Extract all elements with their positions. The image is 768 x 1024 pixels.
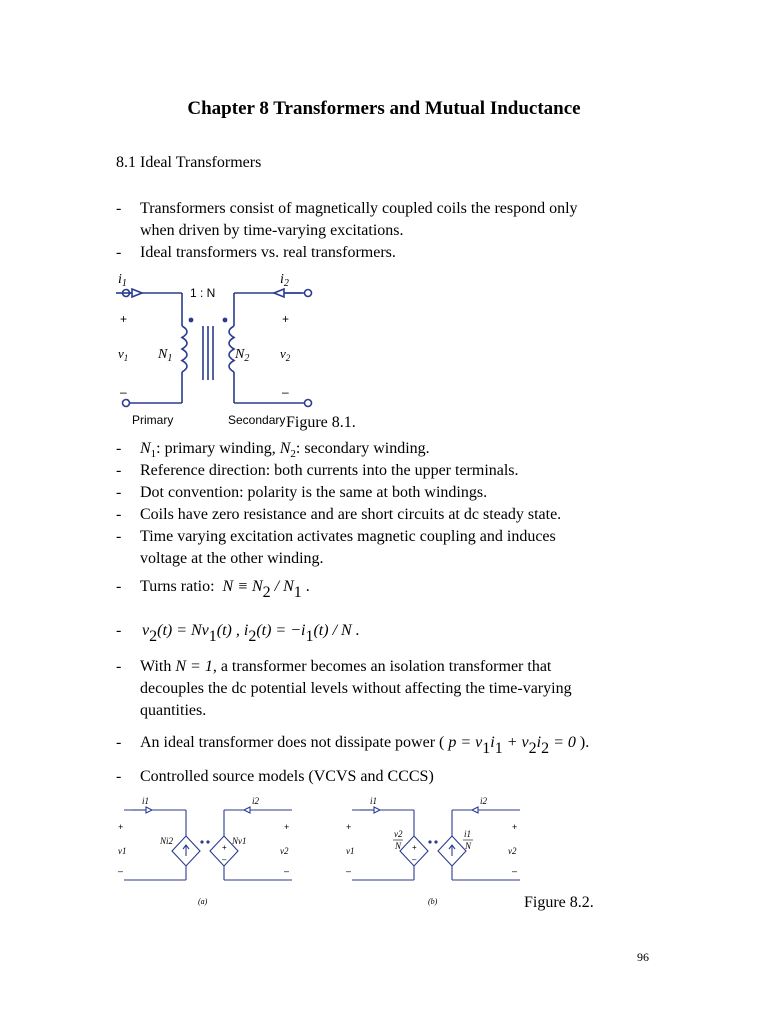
subfigure-label-b: (b) xyxy=(428,897,438,906)
voltage-v1-label: v1 xyxy=(346,846,355,856)
page-title: Chapter 8 Transformers and Mutual Inductance xyxy=(187,98,581,119)
minus-sign: – xyxy=(284,866,290,876)
source-label-denominator: N xyxy=(395,841,402,851)
list-item: - Dot convention: polarity is the same at both windings. xyxy=(116,484,488,501)
list-item-power: - An ideal transformer does not dissipate power ( p = v1i1 + v2i2 = 0 ). xyxy=(116,734,590,757)
minus-sign: – xyxy=(512,866,518,876)
primary-label: Primary xyxy=(132,413,174,427)
current-i1-label: i1 xyxy=(370,796,378,806)
plus-sign: + xyxy=(284,822,290,832)
page-number: 96 xyxy=(637,950,649,964)
winding-n2-label: $N_2$ xyxy=(235,347,250,364)
minus-sign: – xyxy=(118,866,124,876)
list-item-turns-ratio: - Turns ratio: N ≡ N2 / N1 . xyxy=(116,578,310,601)
plus-sign: + xyxy=(512,822,518,832)
figure-caption: Figure 8.1. xyxy=(286,414,356,431)
minus-sign: – xyxy=(222,855,227,864)
current-i2-label: i2 xyxy=(252,796,260,806)
source-label: Ni2 xyxy=(160,836,174,846)
turns-ratio-label: 1 : N xyxy=(190,286,216,300)
source-label: Nv1 xyxy=(232,836,247,846)
voltage-v2-label: v2 xyxy=(280,846,289,856)
list-item: - Reference direction: both currents into the upper terminals. xyxy=(116,462,519,479)
winding-n1-label: $N_1$ xyxy=(158,347,173,364)
figure-caption: Figure 8.2. xyxy=(524,894,594,911)
section-heading: 8.1 Ideal Transformers xyxy=(116,154,262,171)
minus-sign: – xyxy=(412,855,417,864)
minus-sign: – xyxy=(346,866,352,876)
minus-sign: – xyxy=(120,385,127,399)
plus-sign: + xyxy=(120,312,128,326)
controlled-source-model-b xyxy=(340,792,530,910)
current-i1-label: $i_1$ xyxy=(118,272,127,289)
minus-sign: – xyxy=(282,385,289,399)
transformer-diagram xyxy=(112,266,322,432)
voltage-v1-label: $v_1$ xyxy=(118,346,129,363)
voltage-v2-label: v2 xyxy=(508,846,517,856)
list-item: - Coils have zero resistance and are short circuits at dc steady state. xyxy=(116,506,562,523)
list-item: - Time varying excitation activates magnetic coupling and induces voltage at the other winding. xyxy=(116,528,556,567)
secondary-label: Secondary xyxy=(228,413,286,427)
list-item: - $N_1$: primary winding, $N_2$: secondary winding. xyxy=(116,440,430,461)
source-label-numerator: i1 xyxy=(464,829,472,839)
plus-sign: + xyxy=(346,822,352,832)
plus-sign: + xyxy=(412,843,417,852)
current-i2-label: $i_2$ xyxy=(280,272,289,289)
list-item: - Controlled source models (VCVS and CCCS) xyxy=(116,768,434,785)
list-item: - Ideal transformers vs. real transformers. xyxy=(116,244,396,261)
plus-sign: + xyxy=(282,312,290,326)
plus-sign: + xyxy=(118,822,124,832)
list-item: - Transformers consist of magnetically coupled coils the respond only when driven by time-varying excitations. xyxy=(116,200,578,239)
current-i1-label: i1 xyxy=(142,796,150,806)
voltage-v1-label: v1 xyxy=(118,846,127,856)
voltage-v2-label: $v_2$ xyxy=(280,346,291,363)
plus-sign: + xyxy=(222,843,227,852)
controlled-source-model-a xyxy=(112,792,302,910)
source-label-denominator: N xyxy=(465,841,472,851)
subfigure-label-a: (a) xyxy=(198,897,208,906)
current-i2-label: i2 xyxy=(480,796,488,806)
source-label-numerator: v2 xyxy=(394,829,403,839)
list-item-relations: - v2(t) = Nv1(t) , i2(t) = −i1(t) / N . xyxy=(116,622,360,645)
list-item: - With N = 1, a transformer becomes an isolation transformer that decouples the dc potential levels without affecting the time-varying quantities. xyxy=(116,658,572,719)
